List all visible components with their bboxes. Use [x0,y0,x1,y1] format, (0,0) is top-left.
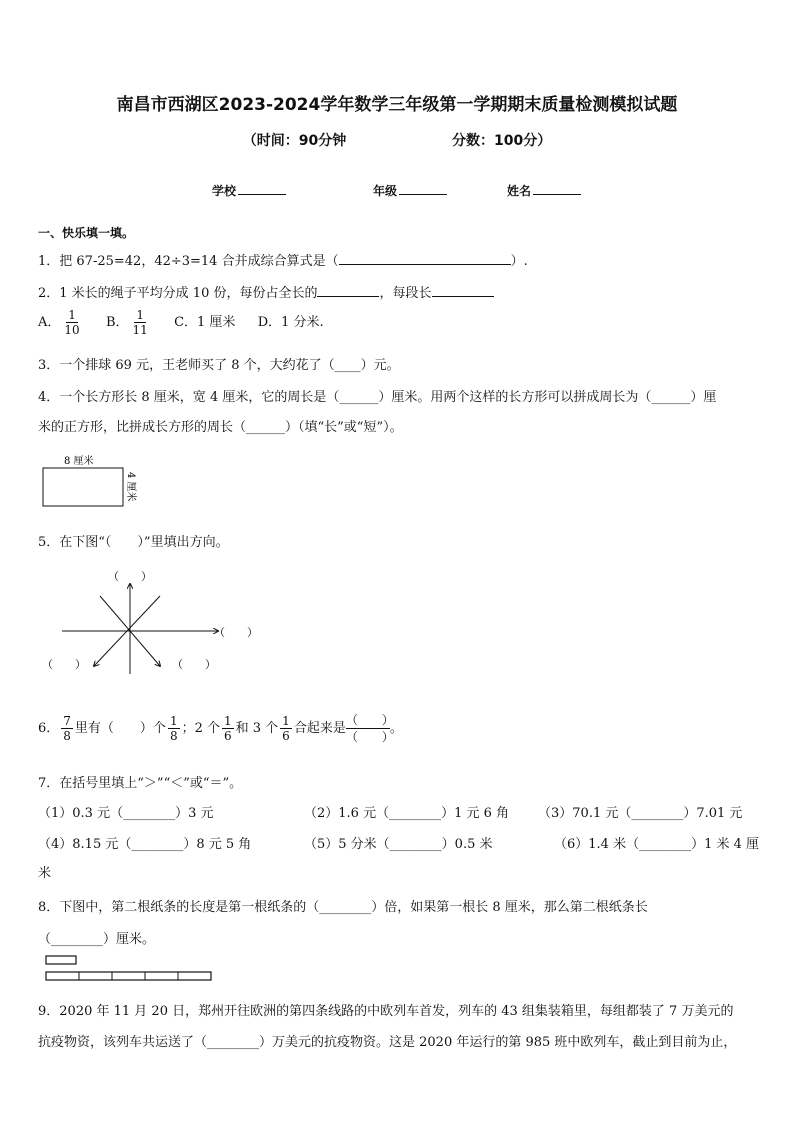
grade-label: 年级 [373,184,398,198]
school-blank[interactable] [238,194,286,195]
direction-diagram [38,566,278,676]
question-8-line-2: （________）厘米。 [38,932,156,947]
answer-blank[interactable] [339,252,511,265]
school-field [212,182,286,199]
time-info: （时间：90分钟 [242,133,347,149]
length-label: 8 厘米 [64,456,94,467]
name-blank[interactable] [533,194,581,195]
fraction: $\frac{1}{6}$ [223,714,232,743]
grade-field [373,182,447,199]
question-3: 3．一个排球 69 元，王老师买了 8 个，大约花了（____）元。 [38,358,400,373]
question-4-line-2: 米的正方形，比拼成长方形的周长（______）（填“长”或“短”）。 [38,420,403,435]
question-1: 1．把 67-25=42，42÷3=14 合并成综合算式是（ ）. [38,254,528,269]
question-9-line-2: 抗疫物资，该列车共运送了（________）万美元的抗疫物资。这是 2020 年运行的第 985 班中欧列车，截止到目前为止， [38,1035,737,1050]
school-label: 学校 [212,184,237,198]
fraction: $\frac{1}{6}$ [282,714,290,743]
question-5: 5．在下图“（ ）”里填出方向。 [38,535,229,550]
strip-one [46,956,76,964]
score-info: 分数：100分） [452,133,552,149]
strip-two [46,972,211,980]
label-bottom-left: （ ） [42,658,86,671]
grade-blank[interactable] [399,194,447,195]
name-field [507,182,581,199]
question-8-line-1: 8．下图中，第二根纸条的长度是第一根纸条的（________）倍，如果第一根长 8 厘米，那么第二根纸条长 [38,900,648,915]
answer-blank[interactable] [432,284,494,297]
question-7: 7．在括号里填上“＞”“＜”或“＝”。 [38,776,243,791]
answer-fraction[interactable]: （ ） （ ） [345,713,394,744]
fraction: $\frac{1}{10}$ [64,308,80,337]
width-label: 4 厘米 [125,472,136,502]
label-right: （ ） [214,626,258,639]
question-2-options: A． $\frac{1}{10}$ B． $\frac{1}{11}$ C．1 厘米 D．1 分米. [38,308,324,337]
question-7-row-3: 米 [38,866,52,881]
paper-strips-figure [38,954,218,986]
exam-info [0,130,794,150]
page-title: 南昌市西湖区2023-2024学年数学三年级第一学期期末质量检测模拟试题 [116,95,678,115]
fraction: $\frac{1}{11}$ [132,308,148,337]
label-top: （ ） [108,570,152,583]
answer-blank[interactable] [317,284,379,297]
fraction: $\frac{7}{8}$ [63,714,71,743]
section-heading: 一、快乐填一填。 [38,226,135,240]
fraction: $\frac{1}{8}$ [169,714,178,743]
rectangle-figure [38,452,148,512]
label-bottom-right: （ ） [172,658,216,671]
question-4-line-1: 4．一个长方形长 8 厘米，宽 4 厘米，它的周长是（______）厘米。用两个这样的长方形可以拼成周长为（______）厘 [38,390,717,405]
question-9-line-1: 9．2020 年 11 月 20 日，郑州开往欧洲的第四条线路的中欧列车首发，列车的 43 组集装箱里，每组都装了 7 万美元的 [38,1004,734,1019]
question-2: 2．1 米长的绳子平均分成 10 份，每份占全长的 ，每段长 [38,282,494,301]
question-6: 6． $\frac{7}{8}$ 里有（ ）个 $\frac{1}{8}$ ；2 个 $\frac{1}{6}$ 和 3 个 $\frac{1}{6}$ 合起来是 （ ） （ ） 。 [38,713,403,744]
name-label: 姓名 [507,184,532,198]
